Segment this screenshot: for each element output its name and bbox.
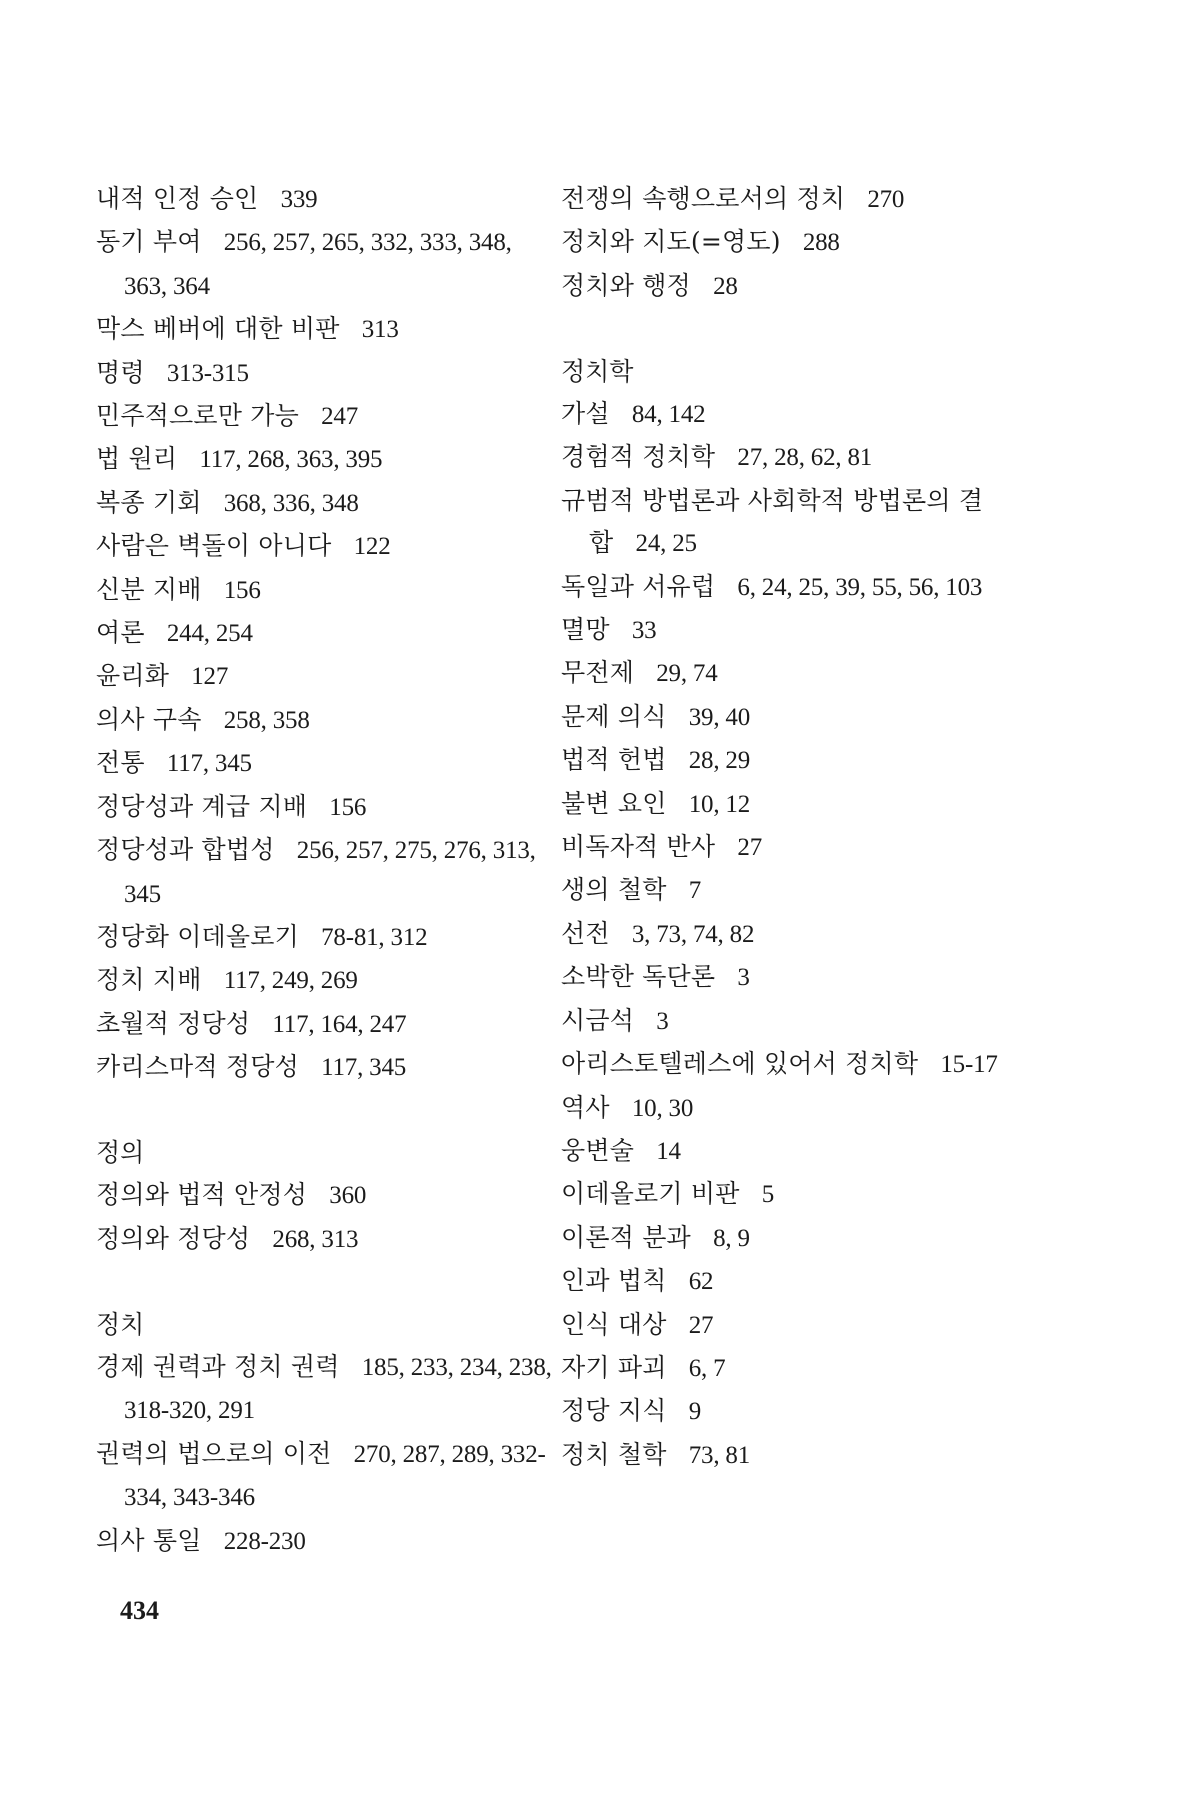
index-page-refs: 256, 257, 265, 332, 333, 348, 363, 364 [124, 229, 512, 300]
index-entry [561, 221, 1021, 264]
index-entry [96, 352, 556, 395]
index-page-refs: 360 [329, 1182, 367, 1210]
index-entry [561, 1217, 1021, 1260]
index-page-refs: 313-315 [166, 359, 249, 387]
index-page-refs: 156 [329, 793, 367, 821]
index-entry [96, 438, 556, 481]
index-term: 법적 헌법 [561, 745, 667, 775]
index-entry [96, 699, 556, 742]
index-entry [96, 1433, 556, 1520]
index-term: 정당화 이데올로기 [96, 921, 299, 951]
index-entry [561, 265, 1021, 308]
index-entry [96, 221, 556, 308]
section-gap [561, 308, 1021, 350]
index-term: 전쟁의 속행으로서의 정치 [561, 184, 846, 213]
index-page-refs: 6, 24, 25, 39, 55, 56, 103 [737, 573, 983, 601]
index-entry [561, 436, 1021, 479]
index-page-refs: 247 [321, 403, 359, 431]
index-entry [561, 480, 1021, 566]
index-page-refs: 28 [713, 272, 738, 300]
index-page-refs: 5 [761, 1181, 775, 1209]
index-page-refs: 117, 249, 269 [223, 967, 358, 995]
index-page-refs: 268, 313 [272, 1225, 359, 1253]
index-page-refs: 156 [223, 576, 261, 604]
index-term: 정의와 정당성 [96, 1223, 251, 1253]
index-page-refs: 185, 233, 234, 238, 318-320, 291 [124, 1353, 552, 1425]
index-term: 정치 철학 [561, 1439, 667, 1469]
index-page-refs: 127 [191, 663, 229, 691]
index-entry [96, 916, 556, 959]
index-page-refs: 3, 73, 74, 82 [631, 920, 755, 948]
index-term: 법 원리 [96, 444, 178, 474]
index-term: 정치 지배 [96, 965, 202, 995]
index-page-refs: 33 [631, 617, 657, 645]
section-gap [96, 1261, 556, 1303]
index-entry [561, 1260, 1021, 1303]
index-term: 신분 지배 [96, 574, 202, 604]
index-entry [561, 1173, 1021, 1216]
index-entry [561, 566, 1021, 609]
index-page-refs: 39, 40 [688, 703, 751, 731]
index-page-refs: 288 [802, 229, 840, 257]
index-page-refs: 256, 257, 275, 276, 313, 345 [124, 837, 536, 908]
index-entry [96, 1218, 556, 1261]
index-page-refs: 27, 28, 62, 81 [737, 444, 873, 472]
index-term: 규범적 방법론과 사회학적 방법론의 결합 [561, 485, 984, 558]
index-entry [561, 913, 1021, 956]
index-term: 멸망 [561, 615, 610, 645]
index-page-refs: 117, 268, 363, 395 [199, 446, 383, 474]
index-page-refs: 117, 345 [166, 750, 252, 778]
index-section-heading: 정치 [96, 1309, 145, 1339]
index-term: 무전제 [561, 658, 635, 688]
index-entry [96, 482, 556, 525]
index-term: 웅변술 [561, 1135, 635, 1165]
index-page-refs: 8, 9 [713, 1224, 750, 1252]
index-entry [561, 1347, 1021, 1390]
index-term: 동기 부여 [96, 227, 202, 257]
index-entry [561, 652, 1021, 695]
index-page-refs: 27 [737, 834, 763, 862]
index-page-refs: 244, 254 [166, 620, 253, 648]
index-page-refs: 117, 164, 247 [272, 1010, 407, 1038]
index-term: 의사 구속 [96, 704, 202, 734]
index-term: 소박한 독단론 [561, 962, 716, 992]
index-term: 가설 [561, 399, 610, 429]
index-entry [561, 869, 1021, 912]
index-section-heading: 정의 [96, 1137, 145, 1167]
index-term: 선전 [561, 918, 610, 948]
index-term: 카리스마적 정당성 [96, 1052, 299, 1082]
index-page-refs: 7 [688, 877, 702, 905]
index-entry [96, 612, 556, 655]
index-term: 이론적 분과 [561, 1222, 691, 1252]
index-page-refs: 84, 142 [631, 401, 706, 429]
index-term: 비독자적 반사 [561, 832, 716, 862]
index-page-refs: 313 [361, 316, 399, 344]
index-term: 윤리화 [96, 661, 170, 691]
index-term: 막스 베버에 대한 비판 [96, 314, 340, 344]
index-entry [96, 786, 556, 829]
index-term: 명령 [96, 357, 145, 387]
index-column-right [561, 178, 1021, 1477]
index-entry [561, 956, 1021, 999]
index-page-refs: 14 [656, 1137, 681, 1165]
index-column-left [96, 178, 556, 1563]
index-entry [561, 1130, 1021, 1173]
index-page-refs: 10, 30 [631, 1094, 694, 1122]
index-page-refs: 339 [280, 186, 318, 213]
index-entry [561, 609, 1021, 652]
index-entry [561, 1434, 1021, 1477]
index-entry [561, 783, 1021, 826]
index-entry [561, 826, 1021, 869]
index-page-refs: 117, 345 [321, 1054, 407, 1082]
index-entry [96, 959, 556, 1002]
index-term: 인과 법칙 [561, 1266, 667, 1296]
index-page-refs: 270 [867, 186, 905, 213]
index-term: 생의 철학 [561, 875, 667, 905]
index-entry [96, 655, 556, 698]
index-page-refs: 78-81, 312 [321, 923, 428, 951]
index-term: 자기 파괴 [561, 1352, 667, 1382]
index-term: 이데올로기 비판 [561, 1179, 740, 1209]
index-page-refs: 6, 7 [688, 1354, 726, 1382]
index-term: 경제 권력과 정치 권력 [96, 1351, 340, 1381]
index-term: 초월적 정당성 [96, 1008, 251, 1038]
index-entry [96, 742, 556, 785]
index-entry [96, 395, 556, 438]
index-term: 사람은 벽돌이 아니다 [96, 531, 332, 561]
index-entry [96, 1174, 556, 1217]
index-entry [561, 1000, 1021, 1043]
index-entry [561, 1390, 1021, 1433]
index-page-refs: 27 [688, 1311, 714, 1339]
index-entry [96, 178, 556, 221]
index-term: 정당성과 합법성 [96, 835, 275, 865]
index-entry [561, 739, 1021, 782]
index-term: 권력의 법으로의 이전 [96, 1438, 332, 1468]
index-entry [96, 1003, 556, 1046]
index-entry [561, 1304, 1021, 1347]
index-entry [561, 393, 1021, 436]
index-term: 전통 [96, 748, 145, 778]
index-term: 내적 인정 승인 [96, 184, 259, 213]
index-page-refs: 10, 12 [688, 790, 751, 818]
index-term: 복종 기회 [96, 487, 202, 517]
index-page-refs: 122 [353, 533, 391, 561]
section-gap [96, 1090, 556, 1132]
page-number: 434 [120, 1596, 159, 1625]
index-page-refs: 270, 287, 289, 332-334, 343-346 [124, 1440, 546, 1512]
index-page-refs: 29, 74 [656, 660, 718, 688]
index-section-heading: 정치학 [561, 356, 634, 386]
index-term: 의사 통일 [96, 1525, 202, 1555]
index-page-refs: 368, 336, 348 [223, 489, 359, 517]
index-entry [561, 1043, 1021, 1086]
index-entry [96, 308, 556, 351]
index-term: 여론 [96, 618, 145, 648]
index-term: 역사 [561, 1092, 610, 1122]
index-entry [96, 1046, 556, 1089]
index-term: 정치와 행정 [561, 270, 691, 300]
index-page-refs: 3 [737, 964, 750, 992]
index-entry [96, 829, 556, 916]
index-term: 불변 요인 [561, 788, 667, 818]
index-page-refs: 258, 358 [223, 706, 310, 734]
index-term: 아리스토텔레스에 있어서 정치학 [561, 1049, 919, 1079]
index-term: 민주적으로만 가능 [96, 401, 299, 431]
index-entry [96, 525, 556, 568]
index-term: 정의와 법적 안정성 [96, 1180, 308, 1210]
index-page-refs: 28, 29 [688, 747, 751, 775]
index-entry [561, 178, 1021, 221]
index-term: 시금석 [561, 1005, 635, 1035]
index-term: 정당성과 계급 지배 [96, 791, 308, 821]
index-term: 인식 대상 [561, 1309, 667, 1339]
index-term: 문제 의식 [561, 701, 667, 731]
index-entry [561, 696, 1021, 739]
index-term: 독일과 서유럽 [561, 571, 716, 601]
index-term: 정치와 지도(=영도) [561, 227, 781, 257]
index-entry [561, 1087, 1021, 1130]
index-page-refs: 62 [688, 1268, 714, 1296]
index-page-refs: 24, 25 [635, 530, 697, 558]
index-entry [96, 1520, 556, 1563]
index-page-refs: 73, 81 [688, 1441, 751, 1469]
index-term: 정당 지식 [561, 1396, 667, 1426]
index-page-refs: 15-17 [940, 1051, 998, 1079]
index-page-refs: 9 [688, 1398, 702, 1426]
index-page-refs: 3 [656, 1007, 669, 1035]
index-term: 경험적 정치학 [561, 442, 716, 472]
index-entry [96, 569, 556, 612]
index-page-refs: 228-230 [223, 1527, 306, 1555]
index-entry [96, 1346, 556, 1433]
